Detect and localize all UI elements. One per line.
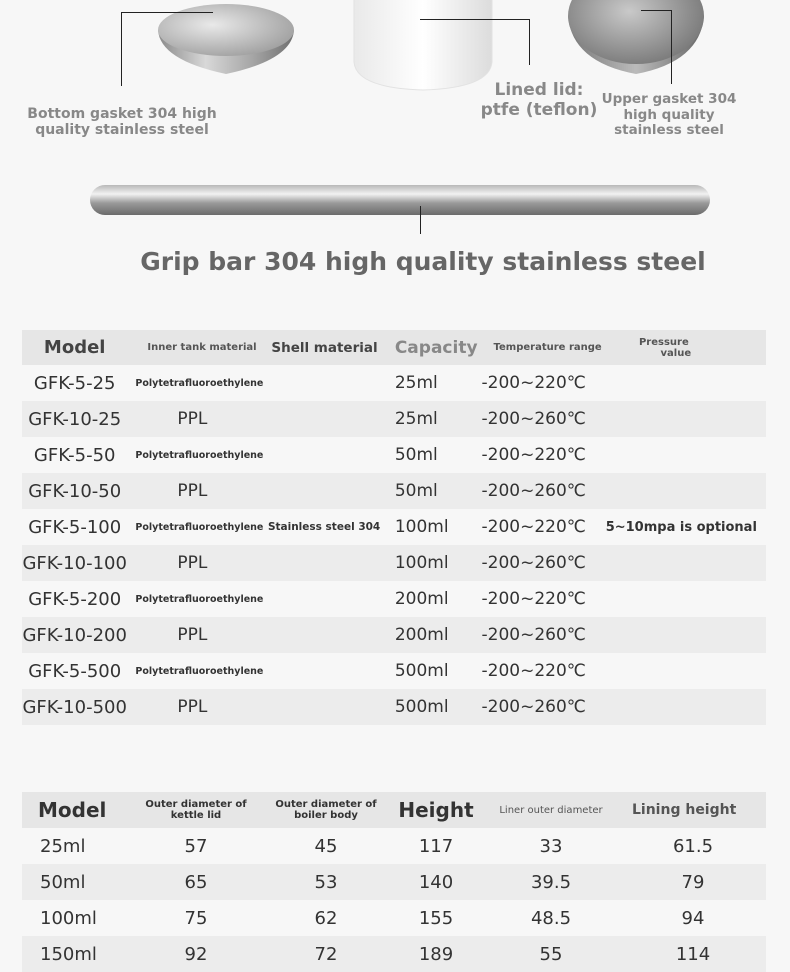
inner-material-cell: Polytetrafluoroethylene [135,521,264,533]
liner-outer-cell: 48.5 [530,907,572,929]
dim-header-outer-body-line2: boiler body [294,810,358,821]
height-cell: 189 [418,943,454,965]
shell-material-cell [263,581,384,617]
temperature-cell: -200~260℃ [481,697,586,717]
inner-material-cell: Polytetrafluoroethylene [135,593,264,605]
ptfe-lid-image [352,0,494,92]
temperature-cell: -200~260℃ [481,481,586,501]
table-row [22,900,766,936]
header-model: Model [43,337,106,358]
table-row [22,936,766,972]
height-cell: 117 [418,835,454,857]
model-cell: GFK-10-100 [22,552,127,574]
grip-bar-pointer [420,206,421,234]
lining-height-cell: 94 [681,907,705,929]
height-cell: 155 [418,907,454,929]
pressure-cell [602,617,766,653]
shell-material-cell [263,689,384,725]
header-pressure [602,330,766,365]
liner-outer-cell: 55 [539,943,563,965]
lined-lid-pointer-h [420,19,530,20]
pressure-cell [602,473,766,509]
capacity-cell: 500ml [394,661,449,681]
capacity-cell: 100ml [394,517,449,537]
dim-model-cell: 150ml [40,943,97,965]
shell-material-cell [263,401,384,437]
shell-material-cell [263,473,384,509]
lining-height-cell: 61.5 [672,835,714,857]
capacity-cell: 500ml [394,697,449,717]
grip-bar-title: Grip bar 304 high quality stainless steel [140,247,706,276]
temperature-cell: -200~220℃ [481,517,586,537]
temperature-cell: -200~220℃ [481,661,586,681]
header-shell-material: Shell material [271,339,378,356]
capacity-cell: 25ml [394,373,438,393]
outer-body-cell: 45 [314,835,338,857]
pressure-cell [602,365,766,401]
lining-height-cell: 79 [681,871,705,893]
outer-lid-cell: 92 [184,943,208,965]
temperature-cell: -200~220℃ [481,445,586,465]
model-cell: GFK-10-500 [22,696,127,718]
table-row [22,365,766,401]
lined-lid-label-line1: Lined lid: [494,80,584,100]
inner-material-cell: Polytetrafluoroethylene [135,377,264,389]
table-row [22,437,766,473]
model-cell: GFK-5-50 [33,444,116,466]
pressure-cell [602,581,766,617]
lined-lid-label [464,80,614,120]
dim-header-height: Height [398,798,474,822]
upper-gasket-image [566,0,706,76]
temperature-cell: -200~260℃ [481,553,586,573]
inner-material-cell: Polytetrafluoroethylene [135,665,264,677]
dim-model-cell: 50ml [40,871,86,893]
bottom-gasket-label-line2: quality stainless steel [35,122,209,138]
grip-bar-image [90,183,710,217]
model-cell: GFK-10-25 [28,408,122,430]
header-temperature: Temperature range [493,342,602,353]
capacity-cell: 100ml [394,553,449,573]
model-cell: GFK-5-500 [28,660,122,682]
table-row [22,689,766,725]
temperature-cell: -200~220℃ [481,373,586,393]
capacity-cell: 50ml [394,445,438,465]
model-cell: GFK-10-50 [28,480,122,502]
model-spec-table [22,330,766,725]
header-inner-material: Inner tank material [147,342,257,353]
outer-body-cell: 72 [314,943,338,965]
dim-header-outer-lid-line2: kettle lid [170,810,222,821]
pressure-cell: 5~10mpa is optional [605,519,757,535]
pressure-cell [602,545,766,581]
liner-outer-cell: 33 [539,835,563,857]
bottom-gasket-pointer [121,12,122,86]
lining-height-cell: 114 [675,943,711,965]
capacity-cell: 200ml [394,625,449,645]
capacity-cell: 25ml [394,409,438,429]
outer-lid-cell: 75 [184,907,208,929]
upper-gasket-pointer [671,10,672,84]
shell-material-cell [263,617,384,653]
shell-material-cell [263,437,384,473]
dimension-table [22,792,766,972]
header-pressure-line2: value [660,347,692,359]
table1-header-row [22,330,766,365]
temperature-cell: -200~260℃ [481,409,586,429]
capacity-cell: 200ml [394,589,449,609]
model-cell: GFK-5-25 [33,372,116,394]
table-row [22,401,766,437]
header-capacity: Capacity [394,337,478,358]
outer-lid-cell: 65 [184,871,208,893]
bottom-gasket-label-line1: Bottom gasket 304 high [27,106,217,122]
table-row [22,653,766,689]
dim-header-outer-body-line1: Outer diameter of [275,799,377,810]
inner-material-cell: Polytetrafluoroethylene [135,449,264,461]
bottom-gasket-label [20,106,224,138]
shell-material-cell: Stainless steel 304 [267,521,381,533]
lined-lid-pointer [529,19,530,65]
upper-gasket-label-line1: Upper gasket 304 [601,91,737,107]
dim-header-outer-body [262,792,390,828]
shell-material-cell [263,545,384,581]
temperature-cell: -200~220℃ [481,589,586,609]
height-cell: 140 [418,871,454,893]
dim-header-liner-outer: Liner outer diameter [499,804,603,816]
pressure-cell [602,653,766,689]
dim-model-cell: 100ml [40,907,97,929]
shell-material-cell [263,365,384,401]
inner-material-cell: PPL [177,553,208,573]
outer-body-cell: 53 [314,871,338,893]
inner-material-cell: PPL [177,697,208,717]
table2-header-row [22,792,766,828]
temperature-cell: -200~260℃ [481,625,586,645]
model-cell: GFK-5-200 [28,588,122,610]
model-cell: GFK-5-100 [28,516,122,538]
pressure-cell [602,437,766,473]
table-row [22,828,766,864]
capacity-cell: 50ml [394,481,438,501]
table-row [22,509,766,545]
bottom-gasket-pointer-h [121,12,213,13]
dim-header-outer-lid-line1: Outer diameter of [145,799,247,810]
table-row [22,864,766,900]
liner-outer-cell: 39.5 [530,871,572,893]
model-cell: GFK-10-200 [22,624,127,646]
outer-body-cell: 62 [314,907,338,929]
dim-header-model: Model [38,798,107,822]
outer-lid-cell: 57 [184,835,208,857]
inner-material-cell: PPL [177,625,208,645]
table-row [22,545,766,581]
inner-material-cell: PPL [177,409,208,429]
pressure-cell [602,689,766,725]
inner-material-cell: PPL [177,481,208,501]
table-row [22,473,766,509]
upper-gasket-label [596,92,742,139]
upper-gasket-label-line3: stainless steel [614,122,724,138]
upper-gasket-label-line2: high quality [623,106,715,123]
dim-header-lining-height: Lining height [632,802,737,818]
dim-header-outer-lid [130,792,262,828]
pressure-cell [602,401,766,437]
upper-gasket-pointer-h [641,10,672,11]
table-row [22,617,766,653]
lined-lid-label-line2: ptfe (teflon) [480,100,598,120]
header-pressure-line1: Pressure [638,336,689,348]
shell-material-cell [263,653,384,689]
dim-model-cell: 25ml [40,835,86,857]
table-row [22,581,766,617]
